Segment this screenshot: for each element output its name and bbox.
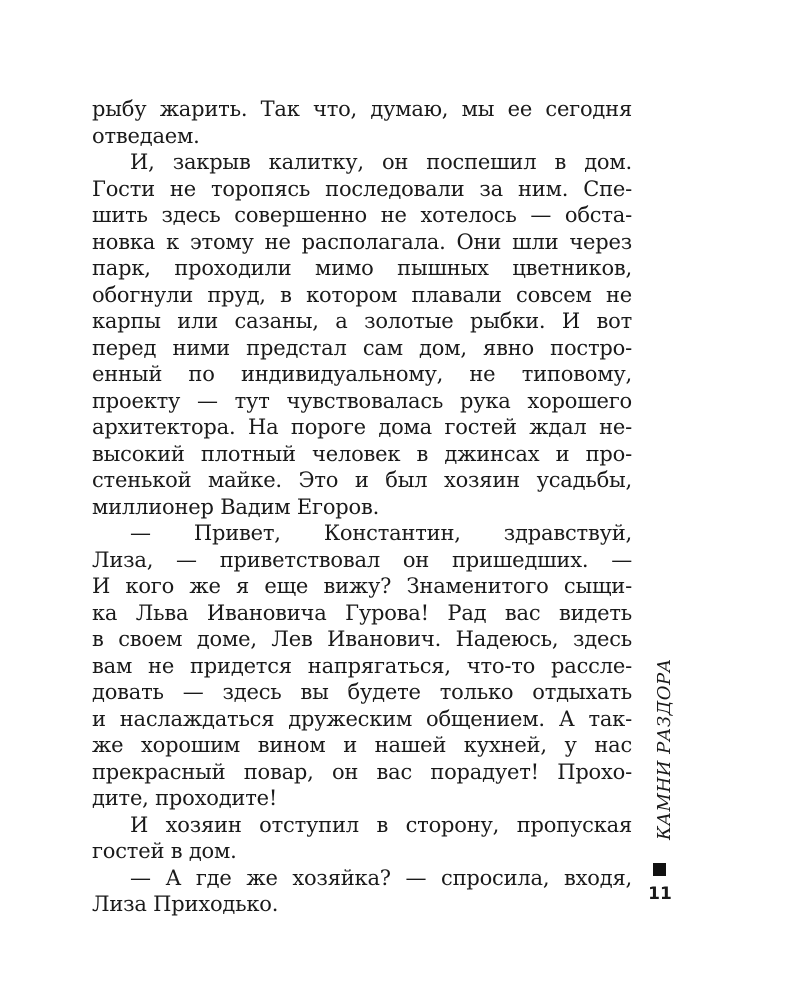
text-line: вам не придется напрягаться, что-то рассле- — [92, 653, 632, 678]
paragraph-start-line: И хозяин отступил в сторону, пропуская — [130, 812, 632, 837]
text-line: архитектора. На пороге дома гостей ждал не- — [92, 415, 632, 439]
text-line: отведаем. — [92, 123, 200, 148]
text-line: проекту — тут чувствовалась рука хорошего — [92, 388, 632, 413]
text-line: И кого же я еще вижу? Знаменитого сыщи- — [92, 574, 632, 598]
running-header — [642, 658, 682, 870]
paragraph-start-line: — Привет, Константин, здравствуй, — [130, 521, 632, 545]
text-line: ка Льва Ивановича Гурова! Рад вас видеть — [92, 600, 632, 625]
text-line: рыбу жарить. Так что, думаю, мы ее сегодня — [92, 97, 632, 121]
page-number: 11 — [648, 884, 672, 904]
page-body-text — [92, 96, 632, 918]
text-line: гостей в дом. — [92, 839, 237, 863]
text-line: карпы или сазаны, а золотые рыбки. И вот — [92, 309, 632, 333]
text-line: обогнули пруд, в котором плавали совсем не — [92, 282, 632, 307]
paragraph-start-line: — А где же хозяйка? — спросила, входя, — [130, 865, 632, 890]
text-line: Гости не торопясь последовали за ним. Спе- — [92, 176, 632, 201]
text-line: дите, проходите! — [92, 786, 278, 810]
text-line: енный по индивидуальному, не типовому, — [92, 362, 632, 386]
text-line: довать — здесь вы будете только отдыхать — [92, 680, 632, 704]
text-line: парк, проходили мимо пышных цветников, — [92, 256, 632, 280]
text-line: высокий плотный человек в джинсах и про- — [92, 441, 632, 466]
text-line: Лиза, — приветствовал он пришедших. — — [92, 547, 632, 572]
text-line: Лиза Приходько. — [92, 892, 279, 916]
text-line: и наслаждаться дружеским общением. А так- — [92, 706, 632, 731]
running-title: КАМНИ РАЗДОРА — [654, 658, 675, 840]
text-line: прекрасный повар, он вас порадует! Прохо- — [92, 759, 632, 784]
paragraph-start-line: И, закрыв калитку, он поспешил в дом. — [130, 150, 632, 174]
text-line: стенькой майке. Это и был хозяин усадьбы, — [92, 468, 632, 492]
text-line: же хорошим вином и нашей кухней, у нас — [92, 733, 632, 757]
square-ornament-icon — [653, 863, 666, 876]
text-line: миллионер Вадим Егоров. — [92, 494, 380, 519]
text-line: перед ними предстал сам дом, явно постро- — [92, 335, 632, 360]
text-line: в своем доме, Лев Иванович. Надеюсь, здесь — [92, 627, 632, 651]
text-line: шить здесь совершенно не хотелось — обста- — [92, 203, 632, 227]
text-line: новка к этому не располагала. Они шли через — [92, 229, 632, 254]
